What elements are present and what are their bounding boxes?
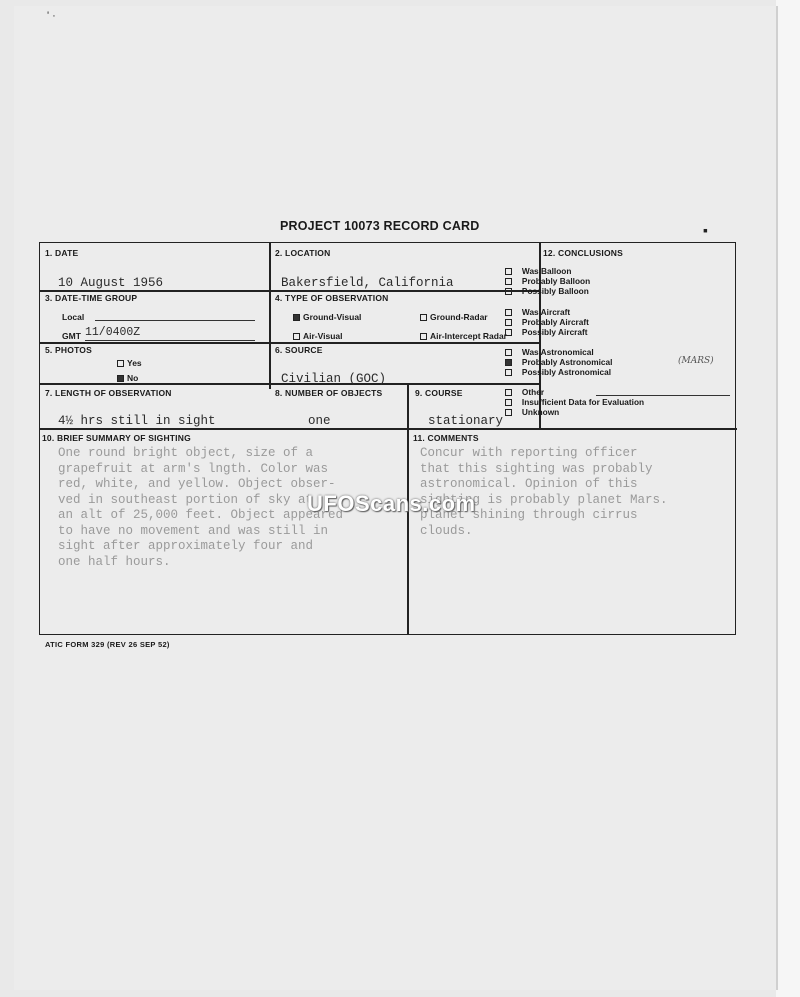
checkbox (505, 309, 512, 316)
summary-line: one half hours. (58, 554, 171, 569)
source-label: 6. SOURCE (275, 345, 323, 355)
checkbox (420, 333, 427, 340)
gmt-label: GMT (62, 331, 81, 341)
comments-label: 11. COMMENTS (413, 433, 479, 443)
brief-summary-label: 10. BRIEF SUMMARY OF SIGHTING (42, 433, 191, 443)
comment-line: astronomical. Opinion of this (420, 477, 638, 491)
photos-no: No (117, 373, 138, 383)
summary-line: red, white, and yellow. Object obser- (58, 477, 336, 491)
conclusion-possibly-balloon: Possibly Balloon (505, 286, 589, 296)
summary-line: an alt of 25,000 feet. Object appeared (58, 508, 344, 522)
corner-mark: ' · (47, 10, 56, 22)
card-title: PROJECT 10073 RECORD CARD (280, 219, 480, 233)
brief-summary-text (58, 446, 343, 570)
checkbox (505, 369, 512, 376)
checkbox (505, 319, 512, 326)
date-time-group-label: 3. DATE-TIME GROUP (45, 293, 138, 303)
checkbox (293, 333, 300, 340)
summary-line: ved in southeast portion of sky at (58, 492, 314, 507)
location-value: Bakersfield, California (281, 276, 454, 290)
length-label: 7. LENGTH OF OBSERVATION (45, 388, 172, 398)
photos-yes: Yes (117, 358, 142, 368)
conclusion-was-balloon: Was Balloon (505, 266, 571, 276)
checkbox (505, 288, 512, 295)
number-of-objects-label: 8. NUMBER OF OBJECTS (275, 388, 383, 398)
checkbox (505, 268, 512, 275)
source-value: Civilian (GOC) (281, 372, 387, 386)
checkbox (505, 409, 512, 416)
stray-mark: ▪ (703, 222, 708, 238)
gmt-underline (85, 340, 255, 341)
conclusion-insufficient-data: Insufficient Data for Evaluation (505, 397, 644, 407)
conclusion-was-aircraft: Was Aircraft (505, 307, 570, 317)
photos-label: 5. PHOTOS (45, 345, 92, 355)
checkbox (420, 314, 427, 321)
course-value: stationary (428, 414, 504, 428)
comment-line: planet shining through cirrus (420, 508, 638, 522)
conclusion-probably-astronomical: Probably Astronomical (505, 357, 612, 367)
comment-line: that this sighting was probably (420, 461, 653, 476)
type-of-observation-label: 4. TYPE OF OBSERVATION (275, 293, 389, 303)
option-air-visual: Air-Visual (293, 331, 343, 341)
scan-edge (776, 0, 800, 997)
checkbox (505, 399, 512, 406)
checked-box (505, 359, 512, 366)
summary-line: One round bright object, size of a (58, 446, 314, 460)
comment-line: Concur with reporting officer (420, 446, 638, 460)
summary-line: grapefruit at arm's lngth. Color was (58, 461, 329, 476)
option-air-intercept-radar: Air-Intercept Radar (420, 331, 507, 341)
conclusion-possibly-astronomical: Possibly Astronomical (505, 367, 611, 377)
conclusion-unknown: Unknown (505, 407, 559, 417)
summary-line: sight after approximately four and (58, 539, 314, 553)
local-underline (95, 320, 255, 321)
form-footer: ATIC FORM 329 (REV 26 SEP 52) (45, 640, 170, 649)
checkbox (505, 389, 512, 396)
summary-line: to have no movement and was still in (58, 523, 329, 538)
number-of-objects-value: one (308, 414, 331, 428)
local-label: Local (62, 312, 85, 322)
checkbox (505, 329, 512, 336)
conclusion-probably-aircraft: Probably Aircraft (505, 317, 589, 327)
checkbox (505, 349, 512, 356)
checkbox (505, 278, 512, 285)
course-label: 9. COURSE (415, 388, 463, 398)
date-label: 1. DATE (45, 248, 79, 258)
checked-box (117, 375, 124, 382)
checkbox (117, 360, 124, 367)
conclusion-probably-balloon: Probably Balloon (505, 276, 590, 286)
comment-line: sighting is probably planet Mars. (420, 492, 668, 507)
date-value: 10 August 1956 (58, 276, 164, 290)
watermark: UFOScans.com (307, 491, 476, 516)
option-ground-visual: Ground-Visual (293, 312, 361, 322)
length-value: 4½ hrs still in sight (58, 414, 216, 428)
option-ground-radar: Ground-Radar (420, 312, 488, 322)
conclusion-possibly-aircraft: Possibly Aircraft (505, 327, 588, 337)
conclusion-other: Other (505, 387, 544, 397)
checked-box (293, 314, 300, 321)
comment-line: clouds. (420, 523, 473, 538)
conclusion-was-astronomical: Was Astronomical (505, 347, 594, 357)
location-label: 2. LOCATION (275, 248, 331, 258)
conclusions-label: 12. CONCLUSIONS (543, 248, 623, 258)
handwritten-note: (MARS) (678, 356, 714, 366)
gmt-value: 11/0400Z (85, 326, 141, 339)
other-underline (596, 395, 730, 396)
